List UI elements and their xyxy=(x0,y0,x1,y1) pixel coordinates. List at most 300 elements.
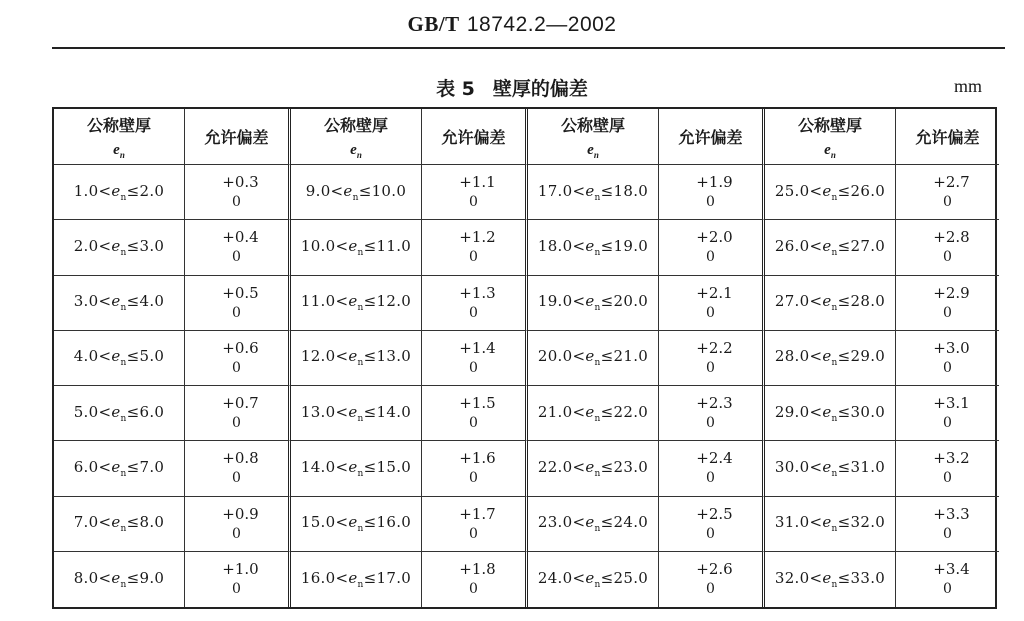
range-symbol-subscript: n xyxy=(120,247,127,258)
less-than-symbol: < xyxy=(98,347,112,366)
deviation-lower: 0 xyxy=(469,581,478,598)
range-lower-bound: 30.0 xyxy=(774,457,810,476)
deviation-upper: +1.5 xyxy=(459,394,496,413)
deviation-lower: 0 xyxy=(232,525,241,542)
thickness-range-cell xyxy=(291,165,422,220)
range-lower-bound: 27.0 xyxy=(774,292,810,311)
less-than-symbol: < xyxy=(98,513,112,532)
deviation-upper: +1.8 xyxy=(459,560,496,579)
range-upper-bound: 33.0 xyxy=(850,568,886,587)
range-lower-bound: 28.0 xyxy=(774,347,810,366)
range-symbol-subscript: n xyxy=(594,579,601,590)
range-symbol-letter: e xyxy=(348,568,358,587)
range-expression xyxy=(74,403,165,424)
deviation-lower: 0 xyxy=(469,249,478,266)
range-symbol-subscript: n xyxy=(831,192,838,203)
thickness-range-cell xyxy=(54,165,185,220)
range-expression xyxy=(775,513,885,534)
range-upper-bound: 2.0 xyxy=(139,181,165,200)
deviation-cell xyxy=(422,165,528,220)
less-or-equal-symbol: ≤ xyxy=(126,347,140,366)
range-lower-bound: 32.0 xyxy=(774,568,810,587)
range-lower-bound: 10.0 xyxy=(300,236,336,255)
deviation-upper: +3.1 xyxy=(933,394,970,413)
standard-prefix: GB/T xyxy=(407,12,460,36)
thickness-range-cell xyxy=(528,220,659,275)
deviation-cell xyxy=(185,276,291,331)
deviation-cell xyxy=(185,220,291,275)
range-expression xyxy=(301,237,411,258)
less-than-symbol: < xyxy=(98,457,112,476)
range-lower-bound: 4.0 xyxy=(73,347,99,366)
deviation-upper: +0.4 xyxy=(222,228,259,247)
thickness-range-cell xyxy=(291,220,422,275)
range-symbol-letter: e xyxy=(585,513,595,532)
range-symbol-letter: e xyxy=(348,513,358,532)
deviation-lower: 0 xyxy=(706,304,715,321)
less-than-symbol: < xyxy=(572,457,586,476)
range-symbol-letter: e xyxy=(585,402,595,421)
less-than-symbol: < xyxy=(572,236,586,255)
thickness-range-cell xyxy=(54,220,185,275)
deviation-cell xyxy=(659,331,765,386)
thickness-range-cell xyxy=(291,276,422,331)
range-lower-bound: 26.0 xyxy=(774,236,810,255)
less-than-symbol: < xyxy=(98,181,112,200)
deviation-upper: +2.1 xyxy=(696,283,733,302)
thickness-range-cell xyxy=(54,331,185,386)
range-symbol xyxy=(585,568,601,590)
range-upper-bound: 15.0 xyxy=(376,457,412,476)
deviation-upper: +1.7 xyxy=(459,504,496,523)
range-upper-bound: 21.0 xyxy=(613,347,649,366)
range-expression xyxy=(775,292,885,313)
range-expression xyxy=(538,403,648,424)
less-than-symbol: < xyxy=(335,292,349,311)
range-lower-bound: 9.0 xyxy=(305,181,331,200)
less-or-equal-symbol: ≤ xyxy=(837,402,851,421)
range-expression xyxy=(301,569,411,590)
less-than-symbol: < xyxy=(330,181,344,200)
range-symbol-subscript: n xyxy=(357,247,364,258)
range-symbol-subscript: n xyxy=(831,524,838,535)
range-symbol-subscript: n xyxy=(594,247,601,258)
less-than-symbol: < xyxy=(335,402,349,421)
less-or-equal-symbol: ≤ xyxy=(600,457,614,476)
range-symbol-subscript: n xyxy=(120,413,127,424)
header-symbol-subscript: n xyxy=(356,150,362,160)
range-symbol-letter: e xyxy=(585,181,595,200)
deviation-upper: +1.3 xyxy=(459,283,496,302)
range-symbol xyxy=(822,457,838,479)
range-expression xyxy=(301,513,411,534)
range-symbol xyxy=(111,513,127,535)
range-symbol-subscript: n xyxy=(594,524,601,535)
range-upper-bound: 27.0 xyxy=(850,236,886,255)
thickness-range-cell xyxy=(54,441,185,496)
less-than-symbol: < xyxy=(98,402,112,421)
deviation-upper: +1.4 xyxy=(459,338,496,357)
deviation-cell xyxy=(659,165,765,220)
range-upper-bound: 3.0 xyxy=(139,236,165,255)
range-symbol xyxy=(343,181,359,203)
standard-number: 18742.2—2002 xyxy=(466,13,617,36)
range-upper-bound: 25.0 xyxy=(613,568,649,587)
range-symbol xyxy=(585,236,601,258)
range-lower-bound: 7.0 xyxy=(73,513,99,532)
range-lower-bound: 8.0 xyxy=(73,568,99,587)
less-than-symbol: < xyxy=(809,347,823,366)
range-symbol-letter: e xyxy=(111,402,121,421)
less-than-symbol: < xyxy=(98,292,112,311)
header-nominal-thickness xyxy=(765,109,896,165)
thickness-range-cell xyxy=(528,497,659,552)
range-upper-bound: 24.0 xyxy=(613,513,649,532)
range-symbol-subscript: n xyxy=(594,413,601,424)
less-or-equal-symbol: ≤ xyxy=(363,513,377,532)
header-allowable-deviation xyxy=(422,109,528,165)
less-or-equal-symbol: ≤ xyxy=(837,236,851,255)
range-symbol-subscript: n xyxy=(831,413,838,424)
less-or-equal-symbol: ≤ xyxy=(600,402,614,421)
deviation-lower: 0 xyxy=(943,470,952,487)
less-than-symbol: < xyxy=(572,181,586,200)
range-expression xyxy=(301,403,411,424)
thickness-range-cell xyxy=(528,441,659,496)
less-than-symbol: < xyxy=(572,513,586,532)
range-upper-bound: 30.0 xyxy=(850,402,886,421)
range-symbol xyxy=(348,513,364,535)
range-symbol xyxy=(822,292,838,314)
range-symbol-letter: e xyxy=(348,402,358,421)
range-lower-bound: 15.0 xyxy=(300,513,336,532)
range-symbol-subscript: n xyxy=(831,247,838,258)
range-symbol-letter: e xyxy=(822,292,832,311)
deviation-cell xyxy=(896,276,999,331)
thickness-range-cell xyxy=(765,386,896,441)
range-upper-bound: 31.0 xyxy=(850,457,886,476)
thickness-range-cell xyxy=(765,331,896,386)
range-symbol-letter: e xyxy=(348,457,358,476)
range-expression xyxy=(74,569,165,590)
deviation-cell xyxy=(896,331,999,386)
header-symbol-letter: e xyxy=(824,142,831,158)
range-symbol-subscript: n xyxy=(357,524,364,535)
deviation-upper: +1.1 xyxy=(459,173,496,192)
range-lower-bound: 3.0 xyxy=(73,292,99,311)
less-or-equal-symbol: ≤ xyxy=(363,568,377,587)
range-expression xyxy=(775,237,885,258)
range-lower-bound: 12.0 xyxy=(300,347,336,366)
range-symbol xyxy=(822,236,838,258)
less-or-equal-symbol: ≤ xyxy=(126,402,140,421)
range-symbol-subscript: n xyxy=(120,524,127,535)
less-or-equal-symbol: ≤ xyxy=(126,292,140,311)
range-expression xyxy=(301,458,411,479)
deviation-upper: +0.8 xyxy=(222,449,259,468)
range-lower-bound: 16.0 xyxy=(300,568,336,587)
header-symbol-letter: e xyxy=(113,142,120,158)
range-symbol xyxy=(585,513,601,535)
range-upper-bound: 19.0 xyxy=(613,236,649,255)
less-or-equal-symbol: ≤ xyxy=(837,568,851,587)
deviation-lower: 0 xyxy=(943,249,952,266)
range-lower-bound: 18.0 xyxy=(537,236,573,255)
range-symbol xyxy=(585,347,601,369)
deviation-lower: 0 xyxy=(469,525,478,542)
range-symbol-letter: e xyxy=(111,292,121,311)
range-upper-bound: 12.0 xyxy=(376,292,412,311)
range-expression xyxy=(775,569,885,590)
less-or-equal-symbol: ≤ xyxy=(837,347,851,366)
deviation-lower: 0 xyxy=(706,415,715,432)
range-expression xyxy=(775,182,885,203)
less-than-symbol: < xyxy=(809,292,823,311)
deviation-lower: 0 xyxy=(469,359,478,376)
less-or-equal-symbol: ≤ xyxy=(600,181,614,200)
deviation-cell xyxy=(659,276,765,331)
range-upper-bound: 32.0 xyxy=(850,513,886,532)
deviation-upper: +0.6 xyxy=(222,338,259,357)
range-expression xyxy=(538,347,648,368)
deviation-cell xyxy=(185,386,291,441)
range-expression xyxy=(775,403,885,424)
range-symbol-letter: e xyxy=(822,568,832,587)
deviation-cell xyxy=(659,386,765,441)
deviation-upper: +2.0 xyxy=(696,228,733,247)
range-expression xyxy=(538,458,648,479)
range-symbol xyxy=(348,457,364,479)
deviation-cell xyxy=(659,552,765,607)
range-upper-bound: 5.0 xyxy=(139,347,165,366)
less-or-equal-symbol: ≤ xyxy=(600,292,614,311)
header-thickness-symbol xyxy=(587,142,599,160)
deviation-lower: 0 xyxy=(469,194,478,211)
header-allowable-deviation xyxy=(896,109,999,165)
range-expression xyxy=(538,513,648,534)
less-or-equal-symbol: ≤ xyxy=(837,513,851,532)
deviation-upper: +2.2 xyxy=(696,338,733,357)
deviation-lower: 0 xyxy=(232,304,241,321)
deviation-lower: 0 xyxy=(706,249,715,266)
less-than-symbol: < xyxy=(809,181,823,200)
range-symbol xyxy=(111,347,127,369)
less-or-equal-symbol: ≤ xyxy=(363,457,377,476)
range-symbol xyxy=(348,347,364,369)
range-symbol-subscript: n xyxy=(120,303,127,314)
range-symbol-letter: e xyxy=(822,236,832,255)
table-caption-title: 壁厚的偏差 xyxy=(492,78,588,100)
range-symbol-subscript: n xyxy=(357,579,364,590)
range-upper-bound: 13.0 xyxy=(376,347,412,366)
thickness-range-cell xyxy=(291,441,422,496)
range-expression xyxy=(74,292,165,313)
range-lower-bound: 14.0 xyxy=(300,457,336,476)
deviation-lower: 0 xyxy=(706,470,715,487)
range-lower-bound: 23.0 xyxy=(537,513,573,532)
less-than-symbol: < xyxy=(809,513,823,532)
range-upper-bound: 11.0 xyxy=(376,236,412,255)
range-upper-bound: 8.0 xyxy=(139,513,165,532)
header-nominal-thickness xyxy=(291,109,422,165)
deviation-upper: +2.8 xyxy=(933,228,970,247)
range-upper-bound: 9.0 xyxy=(139,568,165,587)
thickness-range-cell xyxy=(528,552,659,607)
range-symbol-subscript: n xyxy=(352,192,359,203)
deviation-upper: +0.3 xyxy=(222,173,259,192)
range-expression xyxy=(306,182,406,203)
range-symbol-letter: e xyxy=(111,457,121,476)
thickness-range-cell xyxy=(54,552,185,607)
deviation-upper: +2.4 xyxy=(696,449,733,468)
less-than-symbol: < xyxy=(98,568,112,587)
thickness-range-cell xyxy=(765,220,896,275)
table-caption xyxy=(0,74,1024,101)
deviation-upper: +2.3 xyxy=(696,394,733,413)
less-than-symbol: < xyxy=(335,347,349,366)
deviation-upper: +1.6 xyxy=(459,449,496,468)
range-upper-bound: 22.0 xyxy=(613,402,649,421)
deviation-lower: 0 xyxy=(469,304,478,321)
range-symbol-subscript: n xyxy=(594,358,601,369)
range-symbol-letter: e xyxy=(111,347,121,366)
range-upper-bound: 26.0 xyxy=(850,181,886,200)
range-symbol-subscript: n xyxy=(120,192,127,203)
deviation-lower: 0 xyxy=(232,415,241,432)
thickness-range-cell xyxy=(54,276,185,331)
range-expression xyxy=(775,458,885,479)
range-lower-bound: 1.0 xyxy=(73,181,99,200)
deviation-cell xyxy=(422,220,528,275)
range-symbol xyxy=(822,402,838,424)
header-deviation-label: 允许偏差 xyxy=(915,128,980,147)
deviation-cell xyxy=(896,220,999,275)
header-thickness-symbol xyxy=(824,142,836,160)
range-symbol xyxy=(585,181,601,203)
deviation-upper: +1.9 xyxy=(696,173,733,192)
range-symbol-letter: e xyxy=(348,236,358,255)
range-expression xyxy=(538,182,648,203)
header-symbol-letter: e xyxy=(587,142,594,158)
deviation-cell xyxy=(185,441,291,496)
deviation-upper: +2.6 xyxy=(696,560,733,579)
thickness-range-cell xyxy=(765,441,896,496)
less-or-equal-symbol: ≤ xyxy=(600,568,614,587)
range-upper-bound: 28.0 xyxy=(850,292,886,311)
range-expression xyxy=(538,292,648,313)
deviation-cell xyxy=(659,220,765,275)
deviation-lower: 0 xyxy=(943,359,952,376)
deviation-cell xyxy=(422,331,528,386)
range-symbol xyxy=(111,236,127,258)
range-symbol xyxy=(348,568,364,590)
less-or-equal-symbol: ≤ xyxy=(363,236,377,255)
range-symbol-subscript: n xyxy=(120,579,127,590)
range-symbol-letter: e xyxy=(822,513,832,532)
less-or-equal-symbol: ≤ xyxy=(126,236,140,255)
less-than-symbol: < xyxy=(809,457,823,476)
deviation-upper: +0.5 xyxy=(222,283,259,302)
deviation-cell xyxy=(896,165,999,220)
less-than-symbol: < xyxy=(572,568,586,587)
deviation-cell xyxy=(185,165,291,220)
deviation-cell xyxy=(185,331,291,386)
range-symbol-subscript: n xyxy=(357,358,364,369)
less-or-equal-symbol: ≤ xyxy=(126,568,140,587)
deviation-cell xyxy=(422,441,528,496)
range-symbol-letter: e xyxy=(111,181,121,200)
deviation-lower: 0 xyxy=(706,194,715,211)
range-symbol-subscript: n xyxy=(831,579,838,590)
range-symbol-letter: e xyxy=(822,402,832,421)
range-symbol xyxy=(111,568,127,590)
range-symbol-letter: e xyxy=(585,457,595,476)
range-symbol-subscript: n xyxy=(594,192,601,203)
thickness-range-cell xyxy=(291,331,422,386)
range-symbol xyxy=(585,292,601,314)
header-thickness-symbol xyxy=(113,142,125,160)
range-expression xyxy=(74,458,165,479)
range-upper-bound: 18.0 xyxy=(613,181,649,200)
range-lower-bound: 13.0 xyxy=(300,402,336,421)
range-symbol-letter: e xyxy=(348,292,358,311)
range-symbol-subscript: n xyxy=(831,303,838,314)
deviation-cell xyxy=(659,497,765,552)
less-than-symbol: < xyxy=(809,236,823,255)
range-symbol-letter: e xyxy=(585,292,595,311)
range-symbol xyxy=(585,457,601,479)
thickness-range-cell xyxy=(528,165,659,220)
range-symbol-letter: e xyxy=(585,568,595,587)
deviation-lower: 0 xyxy=(232,359,241,376)
less-or-equal-symbol: ≤ xyxy=(126,513,140,532)
header-symbol-subscript: n xyxy=(119,150,125,160)
standard-header xyxy=(0,12,1024,37)
range-symbol xyxy=(348,402,364,424)
table-caption-label: 表 5 xyxy=(436,78,475,100)
deviation-upper: +2.7 xyxy=(933,173,970,192)
thickness-range-cell xyxy=(54,386,185,441)
less-or-equal-symbol: ≤ xyxy=(363,347,377,366)
less-or-equal-symbol: ≤ xyxy=(600,513,614,532)
thickness-range-cell xyxy=(291,386,422,441)
range-symbol-letter: e xyxy=(585,236,595,255)
range-symbol xyxy=(111,457,127,479)
less-or-equal-symbol: ≤ xyxy=(600,236,614,255)
deviation-upper: +1.0 xyxy=(222,560,259,579)
header-thickness-label: 公称壁厚 xyxy=(797,116,862,135)
range-expression xyxy=(538,569,648,590)
deviation-upper: +0.9 xyxy=(222,504,259,523)
less-than-symbol: < xyxy=(809,402,823,421)
deviation-lower: 0 xyxy=(469,415,478,432)
less-than-symbol: < xyxy=(572,347,586,366)
header-symbol-subscript: n xyxy=(593,150,599,160)
range-symbol-letter: e xyxy=(585,347,595,366)
less-or-equal-symbol: ≤ xyxy=(358,181,372,200)
range-symbol xyxy=(111,181,127,203)
range-expression xyxy=(301,347,411,368)
range-upper-bound: 20.0 xyxy=(613,292,649,311)
range-symbol-letter: e xyxy=(343,181,353,200)
deviation-upper: +3.3 xyxy=(933,504,970,523)
range-upper-bound: 17.0 xyxy=(376,568,412,587)
deviation-lower: 0 xyxy=(706,525,715,542)
range-upper-bound: 14.0 xyxy=(376,402,412,421)
deviation-cell xyxy=(422,276,528,331)
deviation-lower: 0 xyxy=(943,525,952,542)
range-lower-bound: 24.0 xyxy=(537,568,573,587)
